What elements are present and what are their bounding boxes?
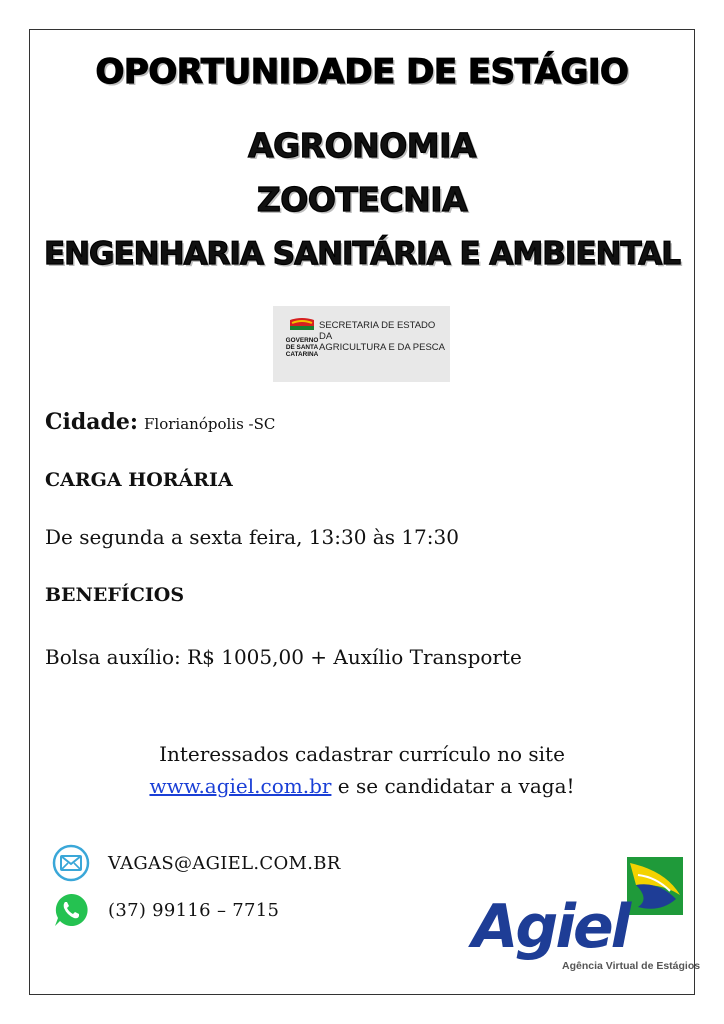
agiel-logo: [470, 855, 701, 975]
email-icon: [52, 844, 90, 882]
hours-heading: CARGA HORÁRIA: [45, 469, 233, 491]
svg-text:DE SANTA: DE SANTA: [285, 344, 319, 351]
call-to-action: [29, 738, 695, 802]
course-agronomia: AGRONOMIA: [248, 126, 476, 165]
svg-text:CATARINA: CATARINA: [285, 351, 319, 358]
site-link[interactable]: www.agiel.com.br: [149, 774, 332, 798]
benefits-heading: BENEFÍCIOS: [45, 584, 185, 606]
cta-line-1: Interessados cadastrar currículo no site: [159, 742, 565, 766]
phone-text: (37) 99116 – 7715: [108, 899, 280, 921]
cta-line-2-rest: e se candidatar a vaga!: [331, 774, 575, 798]
page-title: OPORTUNIDADE DE ESTÁGIO: [95, 52, 629, 92]
city-row: [45, 409, 275, 435]
city-label: Cidade:: [45, 409, 139, 435]
agiel-wordmark: Agiel: [472, 892, 629, 962]
course-engenharia: ENGENHARIA SANITÁRIA E AMBIENTAL: [43, 236, 681, 272]
hours-text: De segunda a sexta feira, 13:30 às 17:30: [45, 525, 459, 549]
whatsapp-icon: [52, 891, 90, 929]
email-text: VAGAS@AGIEL.COM.BR: [108, 852, 341, 874]
agiel-tagline: Agência Virtual de Estágios: [562, 960, 701, 972]
phone-contact: [52, 891, 279, 929]
cta-line-2: [29, 770, 695, 802]
benefits-text: Bolsa auxílio: R$ 1005,00 + Auxílio Transporte: [45, 645, 522, 669]
santa-catarina-emblem-icon: [287, 316, 317, 372]
course-zootecnia: ZOOTECNIA: [256, 180, 468, 219]
svg-text:GOVERNO: GOVERNO: [285, 337, 319, 344]
city-value: Florianópolis -SC: [144, 415, 276, 433]
brazil-flag-icon: [627, 857, 683, 915]
government-logo: [273, 306, 450, 382]
email-contact: [52, 844, 341, 882]
government-org-name: SECRETARIA DE ESTADO DA AGRICULTURA E DA PESCA: [319, 320, 445, 353]
course-list: [29, 119, 695, 281]
